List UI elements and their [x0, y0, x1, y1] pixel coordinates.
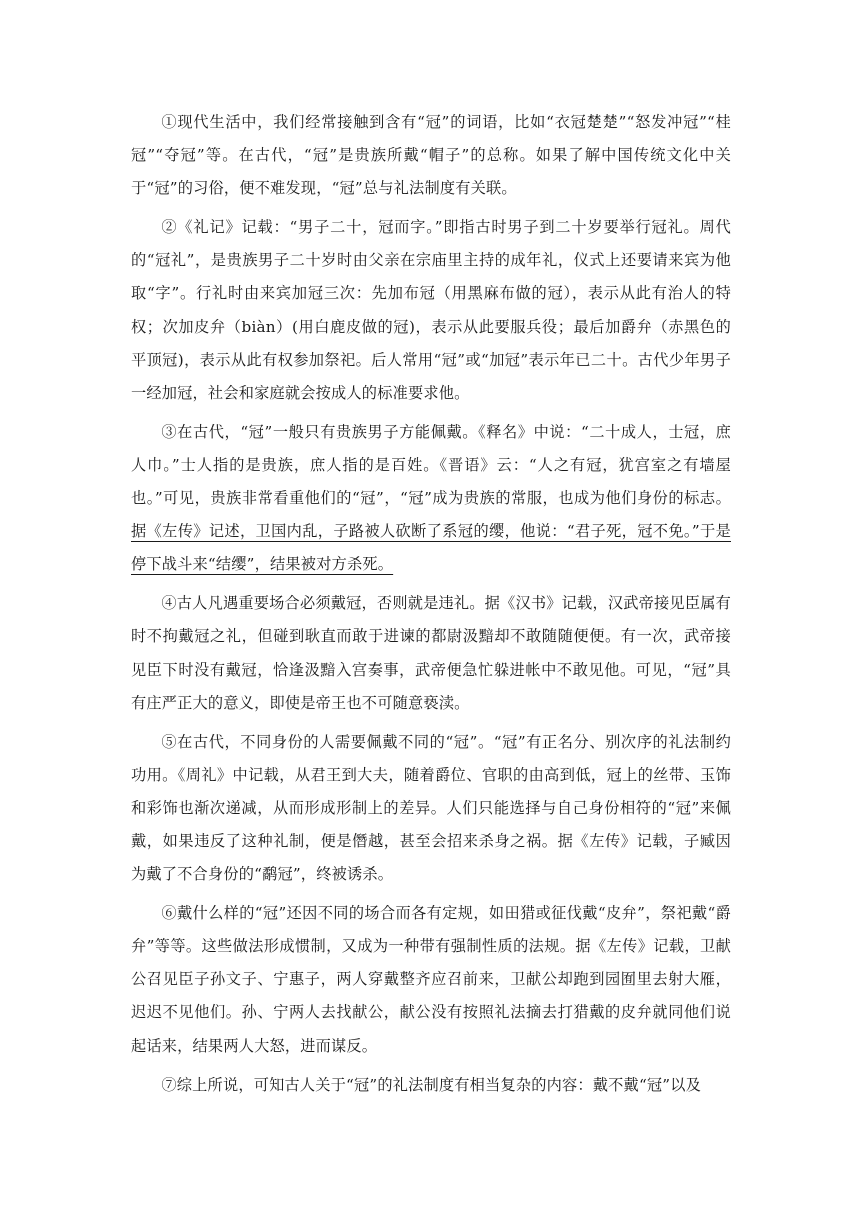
- paragraph-7: ⑦综上所说，可知古人关于“冠”的礼法制度有相当复杂的内容：戴不戴“冠”以及: [161, 1075, 702, 1094]
- paragraph-3-underlined-text: 据《左传》记述，卫国内乱，子路被人砍断了系冠的缨，他说：“君子死，冠不免。”于是停下战斗来“结缨”，结果被对方杀死。: [131, 522, 731, 574]
- paragraph-3: [131, 416, 731, 581]
- article-body: [131, 106, 731, 1102]
- paragraph-6: ⑥戴什么样的“冠”还因不同的场合而各有定规，如田猎或征伐戴“皮弁”，祭祀戴“爵弁”等等。这些做法形成惯制，又成为一种带有强制性质的法规。据《左传》记载，卫献公召见臣子孙文子、宁惠子，两人穿戴整齐应召前来，卫献公却跑到园囿里去射大雁，迟迟不见他们。孙、宁两人去找献公，献公没有按照礼法摘去打猎戴的皮弁就同他们说起话来，结果两人大怒，进而谋反。: [131, 904, 731, 1055]
- paragraph-1: ①现代生活中，我们经常接触到含有“冠”的词语，比如“衣冠楚楚”“怒发冲冠”“桂冠”“夺冠”等。在古代，“冠”是贵族所戴“帽子”的总称。如果了解中国传统文化中关于“冠”的习俗，便不难发现，“冠”总与礼法制度有关联。: [131, 113, 731, 198]
- paragraph-2: ②《礼记》记载：“男子二十，冠而字。”即指古时男子到二十岁要举行冠礼。周代的“冠礼”，是贵族男子二十岁时由父亲在宗庙里主持的成年礼，仪式上还要请来宾为他取“字”。行礼时由来宾加冠三次：先加布冠（用黑麻布做的冠），表示从此有治人的特权；次加皮弁（biàn）(用白鹿皮做的冠)，表示从此要服兵役；最后加爵弁（赤黑色的平顶冠)，表示从此有权参加祭祀。后人常用“冠”或“加冠”表示年已二十。古代少年男子一经加冠，社会和家庭就会按成人的标准要求他。: [131, 218, 731, 402]
- paragraph-3-text: ③在古代，“冠”一般只有贵族男子方能佩戴。《释名》中说：“二十成人，士冠，庶人巾。”士人指的是贵族，庶人指的是百姓。《晋语》云：“人之有冠，犹宫室之有墙屋也。”可见，贵族非常看重他们的“冠”，“冠”成为贵族的常服，也成为他们身份的标志。: [131, 422, 731, 508]
- paragraph-5: ⑤在古代，不同身份的人需要佩戴不同的“冠”。“冠”有正名分、别次序的礼法制约功用。《周礼》中记载，从君王到大夫，随着爵位、官职的由高到低，冠上的丝带、玉饰和彩饰也渐次递减，从而形成形制上的差异。人们只能选择与自己身份相符的“冠”来佩戴，如果违反了这种礼制，便是僭越，甚至会招来杀身之祸。据《左传》记载，子臧因为戴了不合身份的“鹬冠”，终被诱杀。: [131, 732, 731, 884]
- paragraph-4: ④古人凡遇重要场合必须戴冠，否则就是违礼。据《汉书》记载，汉武帝接见臣属有时不拘戴冠之礼，但碰到耿直而敢于进谏的都尉汲黯却不敢随随便便。有一次，武帝接见臣下时没有戴冠，恰逢汲黯入宫奏事，武帝便急忙躲进帐中不敢见他。可见，“冠”具有庄严正大的意义，即使是帝王也不可随意亵渎。: [131, 594, 731, 712]
